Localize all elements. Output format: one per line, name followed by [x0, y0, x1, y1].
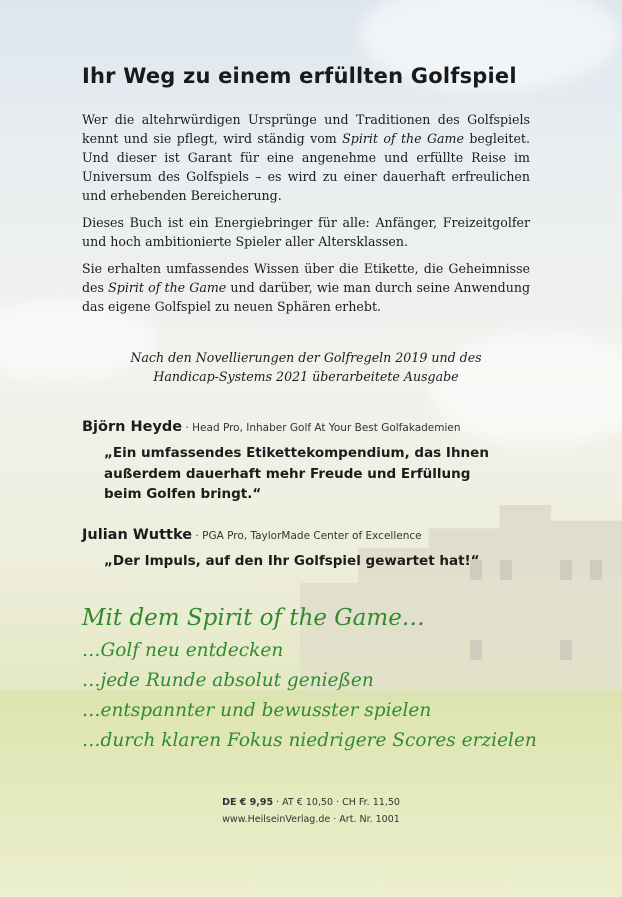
testimonial-quote: „Ein umfassendes Etikettekompendium, das Ihnen außerdem dauerhaft mehr Freude und Erfüllung beim Golfen bringt.“: [104, 445, 489, 502]
spirit-line: …jede Runde absolut genießen: [82, 670, 374, 691]
intro-paragraph: Sie erhalten umfassendes Wissen über die Etikette, die Geheimnisse des Spirit of the Game und darüber, wie man durch seine Anwendung das eigene Golfspiel zu neuen Sphären erhebt.: [82, 261, 531, 314]
spirit-emphasis: Spirit of the Game: [108, 280, 227, 295]
testimonial-author: Julian Wuttke: [82, 527, 193, 543]
price-other: · AT € 10,50 · CH Fr. 11,50: [273, 797, 400, 808]
publisher-line: www.HeilseinVerlag.de · Art. Nr. 1001: [222, 814, 400, 825]
spirit-heading: Mit dem Spirit of the Game…: [82, 605, 425, 631]
testimonial: [82, 416, 542, 505]
spirit-line: …Golf neu entdecken: [82, 640, 284, 661]
edition-note: Nach den Novellierungen der Golfregeln 2019 und des Handicap-Systems 2021 überarbeitete Ausgabe: [130, 350, 482, 384]
intro-text: [82, 110, 530, 324]
testimonial-role: · Head Pro, Inhaber Golf At Your Best Golfakademien: [182, 422, 461, 434]
page-title: Ihr Weg zu einem erfüllten Golfspiel: [82, 64, 517, 88]
price-footer: [0, 794, 622, 828]
testimonial-author: Björn Heyde: [82, 419, 183, 435]
spirit-slogans: [82, 600, 537, 756]
intro-paragraph: Wer die altehrwürdigen Ursprünge und Traditionen des Golfspiels kennt und sie pflegt, wird ständig vom Spirit of the Game begleitet. Und dieser ist Garant für eine angenehme und erfüllte Reise im Universum des Golfspiels – es wird zu einer dauerhaft erfreulichen und erhebenden Bereicherung.: [82, 112, 530, 203]
spirit-line: …durch klaren Fokus niedrigere Scores erzielen: [82, 730, 537, 751]
testimonial-role: · PGA Pro, TaylorMade Center of Excellence: [192, 530, 422, 542]
spirit-line: …entspannter und bewusster spielen: [82, 700, 432, 721]
spirit-emphasis: Spirit of the Game: [342, 131, 464, 146]
testimonial-quote: „Der Impuls, auf den Ihr Golfspiel gewartet hat!“: [104, 553, 480, 569]
price-line: [0, 794, 622, 811]
testimonial: [82, 524, 542, 572]
price-de: DE € 9,95: [222, 797, 274, 808]
intro-paragraph: Dieses Buch ist ein Energiebringer für alle: Anfänger, Freizeitgolfer und hoch ambitionierte Spieler aller Altersklassen.: [82, 215, 530, 249]
